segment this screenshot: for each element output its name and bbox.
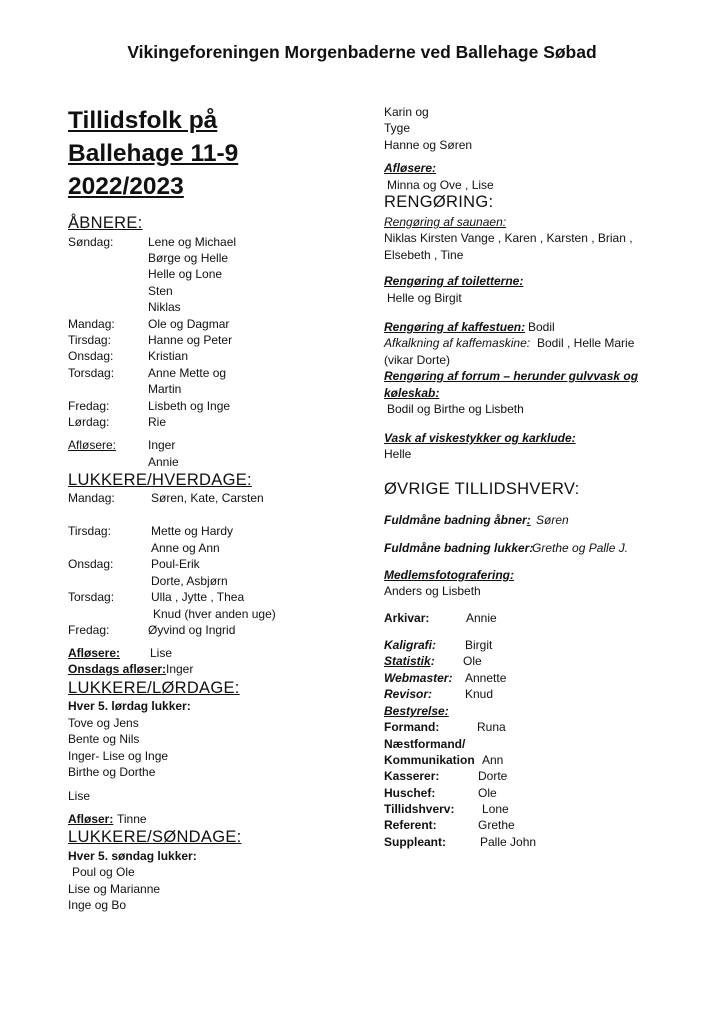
lukkere-torsdag-day: Torsdag: [68,590,115,604]
aabnere-torsdag-names: Anne Mette og [148,366,227,380]
suppleant-label: Suppleant: [384,835,446,849]
tillidshverv-label: Tillidshverv: [384,802,455,816]
kommunikation-label: Kommunikation [384,753,475,767]
forrum-names: Bodil og Birthe og Lisbeth [387,402,524,416]
lukkere-tirsdag-day: Tirsdag: [68,524,111,538]
suppleant-name: Palle John [480,835,537,849]
foto-label: Medlemsfotografering: [384,568,515,582]
naestformand-label: Næstformand/ [384,737,466,751]
main-title-line-3: 2022/2023 [68,173,184,200]
aabnere-fredag-day: Fredag: [68,399,110,413]
aabnere-mandag-names: Ole og Dagmar [148,317,230,331]
kaffestue-label: Rengøring af kaffestuen: [384,320,526,334]
onsdags-afloeser-label: Onsdags afløser: [68,662,167,676]
bestyrelse-label: Bestyrelse: [384,704,449,718]
toilet-names: Helle og Birgit [387,291,462,305]
aabnere-heading: ÅBNERE: [68,214,143,232]
aabnere-lordag-names: Rie [148,415,167,429]
referent-name: Grethe [478,818,515,832]
aabnere-onsdag-names: Kristian [148,349,189,363]
fuld-aabner-label-text: Fuldmåne badning åbner [384,513,527,527]
sauna-label: Rengøring af saunaen: [384,215,507,229]
statistik-name: Ole [463,654,482,668]
lukkere-lordage-extra: Lise [68,789,91,803]
fuld-lukker-label: Fuldmåne badning lukker: [384,541,534,555]
lukkere-tirsdag-names: Mette og Hardy [151,524,234,538]
aabnere-lordag-day: Lørdag: [68,415,110,429]
fuld-aabner-label [384,513,531,527]
lukkere-sondage-name: Lise og Marianne [68,882,161,896]
vask-names: Helle [384,447,412,461]
oevrige-heading: ØVRIGE TILLIDSHVERV: [384,480,580,498]
lukkere-onsdag-day: Onsdag: [68,557,114,571]
lukkere-afloesere-label: Afløsere: [68,646,121,660]
referent-label: Referent: [384,818,437,832]
main-title-line-1: Tillidsfolk på [68,107,218,134]
lukkere-sondage-name: Poul og Ole [72,865,135,879]
lukkere-mandag-day: Mandag: [68,491,115,505]
lukkere-lordage-heading: LUKKERE/LØRDAGE: [68,679,240,697]
aabnere-mandag-day: Mandag: [68,317,115,331]
lukkere-tirsdag-names: Anne og Ann [151,541,220,555]
lukkere-afloesere-name: Lise [150,646,173,660]
right-top-name: Hanne og Søren [384,138,473,152]
webmaster-name: Annette [465,671,507,685]
lukkere-torsdag-names: Knud (hver anden uge) [153,607,276,621]
webmaster-label: Webmaster: [384,671,453,685]
vask-label: Vask af viskestykker og karklude: [384,431,576,445]
main-title-line-2: Ballehage 11-9 [68,140,239,167]
aabnere-sondag-name: Sten [148,284,173,298]
kasserer-name: Dorte [478,769,508,783]
arkivar-label: Arkivar: [384,611,430,625]
naestformand-name: Ann [482,753,504,767]
aabnere-sondag-name: Lene og Michael [148,235,237,249]
huschef-label: Huschef: [384,786,436,800]
aabnere-torsdag-day: Torsdag: [68,366,115,380]
right-afloesere-names: Minna og Ove , Lise [387,178,494,192]
lukkere-lordage-name: Inger- Lise og Inge [68,749,169,763]
lukkere-lordage-name: Tove og Jens [68,716,139,730]
sauna-names: Elsebeth , Tine [384,248,464,262]
rengoring-heading: RENGØRING: [384,193,494,211]
formand-name: Runa [477,720,506,734]
lordage-afloeser-label: Afløser: [68,812,114,826]
lukkere-lordage-name: Birthe og Dorthe [68,765,156,779]
aabnere-afloeser-name: Inger [148,438,176,452]
lukkere-sondage-heading: LUKKERE/SØNDAGE: [68,828,242,846]
tillidshverv-name: Lone [482,802,509,816]
aabnere-sondag-name: Helle og Lone [148,267,223,281]
toilet-label: Rengøring af toiletterne: [384,274,524,288]
revisor-name: Knud [465,687,494,701]
aabnere-sondag-name: Børge og Helle [148,251,229,265]
kaffestue-names: Bodil [528,320,555,334]
aabnere-fredag-names: Lisbeth og Inge [148,399,231,413]
formand-label: Formand: [384,720,440,734]
aabnere-afloeser-name: Annie [148,455,179,469]
lukkere-sondage-name: Inge og Bo [68,898,127,912]
kaffemaskine-vikar: (vikar Dorte) [384,353,451,367]
kaligrafi-name: Birgit [465,638,493,652]
statistik-colon: : [430,654,435,668]
forrum-label: køleskab: [384,386,440,400]
forrum-label: Rengøring af forrum – herunder gulvvask og [384,369,639,383]
lukkere-onsdag-names: Poul-Erik [151,557,200,571]
lukkere-onsdag-names: Dorte, Asbjørn [151,574,228,588]
kaffemaskine-names: Bodil , Helle Marie [537,336,635,350]
foto-names: Anders og Lisbeth [384,584,481,598]
fuld-aabner-colon: : [526,513,531,527]
lukkere-torsdag-names: Ulla , Jytte , Thea [151,590,245,604]
aabnere-tirsdag-names: Hanne og Peter [148,333,233,347]
fuld-aabner-name: Søren [536,513,569,527]
lordage-afloeser-name: Tinne [117,812,147,826]
aabnere-torsdag-names: Martin [148,382,182,396]
lukkere-sondage-sub: Hver 5. søndag lukker: [68,849,197,863]
sauna-names: Niklas Kirsten Vange , Karen , Karsten , Brian , [384,231,633,245]
right-top-name: Karin og [384,105,429,119]
statistik-label-text: Statistik [384,654,431,668]
aabnere-sondag-day: Søndag: [68,235,114,249]
revisor-label: Revisor: [384,687,433,701]
kasserer-label: Kasserer: [384,769,440,783]
arkivar-name: Annie [466,611,497,625]
kaffemaskine-label: Afkalkning af kaffemaskine: [384,336,531,350]
right-afloesere-label: Afløsere: [384,161,437,175]
lukkere-fredag-day: Fredag: [68,623,110,637]
aabnere-afloesere-label: Afløsere: [68,438,117,452]
lukkere-lordage-name: Bente og Nils [68,732,140,746]
lukkere-lordage-sub: Hver 5. lørdag lukker: [68,699,191,713]
onsdags-afloeser-name: Inger [166,662,194,676]
huschef-name: Ole [478,786,497,800]
aabnere-sondag-name: Niklas [148,300,181,314]
document-title: Vikingeforeningen Morgenbaderne ved Ballehage Søbad [127,42,597,62]
statistik-label [384,654,435,668]
kaligrafi-label: Kaligrafi: [384,638,437,652]
right-top-name: Tyge [384,121,411,135]
lukkere-fredag-names: Øyvind og Ingrid [148,623,236,637]
lukkere-hverdage-heading: LUKKERE/HVERDAGE: [68,471,252,489]
aabnere-tirsdag-day: Tirsdag: [68,333,111,347]
lukkere-mandag-names: Søren, Kate, Carsten [151,491,264,505]
fuld-lukker-names: Grethe og Palle J. [532,541,629,555]
aabnere-onsdag-day: Onsdag: [68,349,114,363]
